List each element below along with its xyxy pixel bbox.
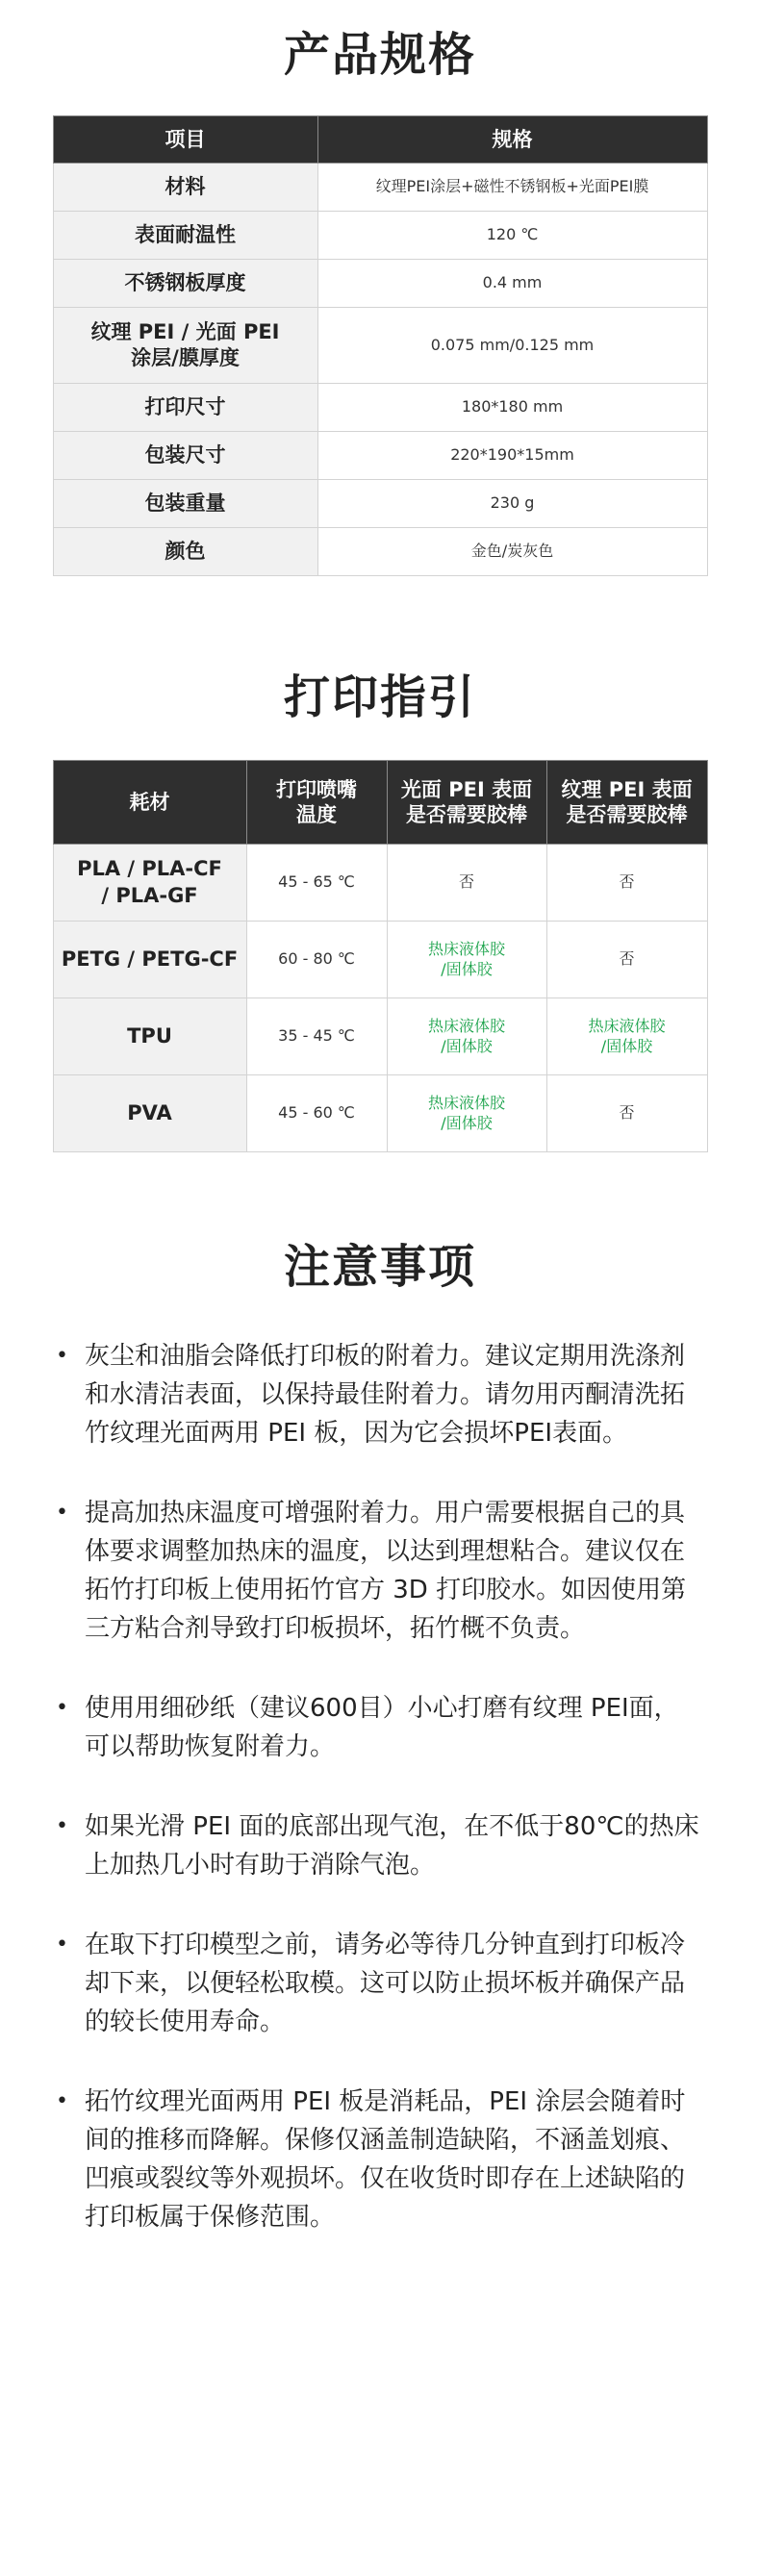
guide-material-pva	[53, 1075, 246, 1152]
spec-key-pei-thickness-line1: 纹理 PEI / 光面 PEI	[90, 319, 280, 343]
bullet-icon: •	[56, 1696, 68, 1720]
guide-header-textured-pei	[546, 761, 707, 845]
spec-value-steel-thickness: 0.4 mm	[317, 260, 707, 308]
bullet-icon: •	[56, 1932, 68, 1957]
guide-header-smooth-pei	[387, 761, 546, 845]
guide-textured-tpu-line2: /固体胶	[600, 1036, 653, 1055]
spec-row-package-size	[53, 432, 707, 480]
guide-textured-pva-line1: 否	[619, 1103, 635, 1123]
spec-key-pei-thickness	[53, 308, 317, 384]
notes-list	[0, 1337, 760, 2236]
guide-textured-tpu	[546, 998, 707, 1075]
guide-material-pla	[53, 845, 246, 922]
guide-row-petg	[53, 922, 707, 998]
spec-key-steel-thickness: 不锈钢板厚度	[53, 260, 317, 308]
spec-key-heat-resistance: 表面耐温性	[53, 212, 317, 260]
spec-key-package-weight: 包装重量	[53, 480, 317, 528]
guide-smooth-petg	[387, 922, 546, 998]
spec-key-print-size: 打印尺寸	[53, 384, 317, 432]
guide-temp-pva: 45 - 60 ℃	[246, 1075, 387, 1152]
spec-row-color	[53, 528, 707, 576]
note-text: 如果光滑 PEI 面的底部出现气泡，在不低于80℃的热床上加热几小时有助于消除气泡。	[85, 1812, 699, 1880]
guide-header-nozzle-temp-line1: 打印喷嘴	[276, 777, 357, 801]
list-item	[56, 2083, 700, 2236]
guide-row-pva	[53, 1075, 707, 1152]
guide-row-tpu	[53, 998, 707, 1075]
spec-header-item: 项目	[53, 116, 317, 164]
guide-smooth-petg-line1: 热床液体胶	[427, 939, 505, 958]
guide-temp-pla: 45 - 65 ℃	[246, 845, 387, 922]
guide-header-row	[53, 761, 707, 845]
spec-row-material	[53, 164, 707, 212]
spec-row-steel-thickness	[53, 260, 707, 308]
guide-material-petg	[53, 922, 246, 998]
bullet-icon: •	[56, 1814, 68, 1838]
guide-textured-petg	[546, 922, 707, 998]
guide-header-nozzle-temp	[246, 761, 387, 845]
guide-header-material-line1: 耗材	[129, 790, 170, 814]
spec-title: 产品规格	[283, 28, 476, 82]
list-item	[56, 1494, 700, 1648]
guide-section	[0, 664, 760, 1152]
guide-smooth-tpu-line2: /固体胶	[441, 1036, 493, 1055]
spec-value-print-size: 180*180 mm	[317, 384, 707, 432]
guide-material-pla-line2: / PLA-GF	[101, 883, 198, 907]
guide-material-tpu-line1: TPU	[127, 1023, 172, 1048]
guide-smooth-pla	[387, 845, 546, 922]
guide-material-petg-line1: PETG / PETG-CF	[61, 947, 239, 971]
list-item	[56, 1926, 700, 2041]
guide-title: 打印指引	[283, 670, 476, 724]
spec-value-color: 金色/炭灰色	[317, 528, 707, 576]
guide-table	[53, 760, 708, 1152]
spec-value-heat-resistance: 120 ℃	[317, 212, 707, 260]
spec-key-pei-thickness-line2: 涂层/膜厚度	[131, 346, 240, 369]
spec-row-heat-resistance	[53, 212, 707, 260]
guide-temp-tpu: 35 - 45 ℃	[246, 998, 387, 1075]
spec-header-spec: 规格	[317, 116, 707, 164]
guide-header-material	[53, 761, 246, 845]
note-text: 使用用细砂纸（建议600目）小心打磨有纹理 PEI面，可以帮助恢复附着力。	[85, 1694, 679, 1761]
bullet-icon: •	[56, 1344, 68, 1368]
spec-value-package-size: 220*190*15mm	[317, 432, 707, 480]
guide-smooth-tpu-line1: 热床液体胶	[427, 1016, 505, 1035]
guide-textured-tpu-line1: 热床液体胶	[588, 1016, 666, 1035]
bullet-icon: •	[56, 2089, 68, 2113]
guide-smooth-petg-line2: /固体胶	[441, 959, 493, 978]
guide-header-nozzle-temp-line2: 温度	[296, 803, 337, 826]
guide-material-pva-line1: PVA	[127, 1100, 172, 1124]
spec-row-pei-thickness	[53, 308, 707, 384]
guide-temp-petg: 60 - 80 ℃	[246, 922, 387, 998]
notes-section	[0, 1233, 760, 2278]
spec-key-material: 材料	[53, 164, 317, 212]
spec-value-package-weight: 230 g	[317, 480, 707, 528]
guide-header-smooth-pei-line1: 光面 PEI 表面	[400, 777, 533, 801]
note-text: 灰尘和油脂会降低打印板的附着力。建议定期用洗涤剂和水清洁表面，以保持最佳附着力。请勿用丙酮清洗拓竹纹理光面两用 PEI 板，因为它会损坏PEI表面。	[85, 1342, 686, 1448]
guide-smooth-pva-line2: /固体胶	[441, 1113, 493, 1132]
guide-smooth-pla-line1: 否	[458, 872, 474, 892]
guide-textured-petg-line1: 否	[619, 949, 635, 969]
spec-key-color: 颜色	[53, 528, 317, 576]
guide-textured-pla-line1: 否	[619, 872, 635, 892]
spec-value-pei-thickness: 0.075 mm/0.125 mm	[317, 308, 707, 384]
spec-value-material: 纹理PEI涂层+磁性不锈钢板+光面PEI膜	[317, 164, 707, 212]
note-text: 提高加热床温度可增强附着力。用户需要根据自己的具体要求调整加热床的温度，以达到理想粘合。建议仅在拓竹打印板上使用拓竹官方 3D 打印胶水。如因使用第三方粘合剂导致打印板损坏，拓竹概不负责。	[85, 1499, 687, 1643]
note-text: 在取下打印模型之前，请务必等待几分钟直到打印板冷却下来，以便轻松取模。这可以防止损坏板并确保产品的较长使用寿命。	[85, 1931, 686, 2036]
guide-textured-pva	[546, 1075, 707, 1152]
list-item	[56, 1337, 700, 1452]
list-item	[56, 1689, 700, 1766]
guide-material-tpu	[53, 998, 246, 1075]
note-text: 拓竹纹理光面两用 PEI 板是消耗品，PEI 涂层会随着时间的推移而降解。保修仅涵盖制造缺陷，不涵盖划痕、凹痕或裂纹等外观损坏。仅在收货时即存在上述缺陷的打印板属于保修范围。	[85, 2087, 686, 2232]
spec-header-row	[53, 116, 707, 164]
bullet-icon: •	[56, 1501, 68, 1525]
guide-smooth-pva	[387, 1075, 546, 1152]
spec-section	[0, 21, 760, 576]
guide-textured-pla	[546, 845, 707, 922]
guide-header-textured-pei-line1: 纹理 PEI 表面	[561, 777, 693, 801]
spec-row-print-size	[53, 384, 707, 432]
spec-table	[53, 115, 708, 576]
guide-header-smooth-pei-line2: 是否需要胶棒	[406, 803, 527, 826]
spec-key-package-size: 包装尺寸	[53, 432, 317, 480]
notes-title: 注意事项	[283, 1240, 476, 1294]
list-item	[56, 1807, 700, 1884]
spec-row-package-weight	[53, 480, 707, 528]
guide-row-pla	[53, 845, 707, 922]
guide-material-pla-line1: PLA / PLA-CF	[77, 857, 222, 881]
guide-header-textured-pei-line2: 是否需要胶棒	[566, 803, 688, 826]
guide-smooth-tpu	[387, 998, 546, 1075]
guide-smooth-pva-line1: 热床液体胶	[427, 1093, 505, 1112]
